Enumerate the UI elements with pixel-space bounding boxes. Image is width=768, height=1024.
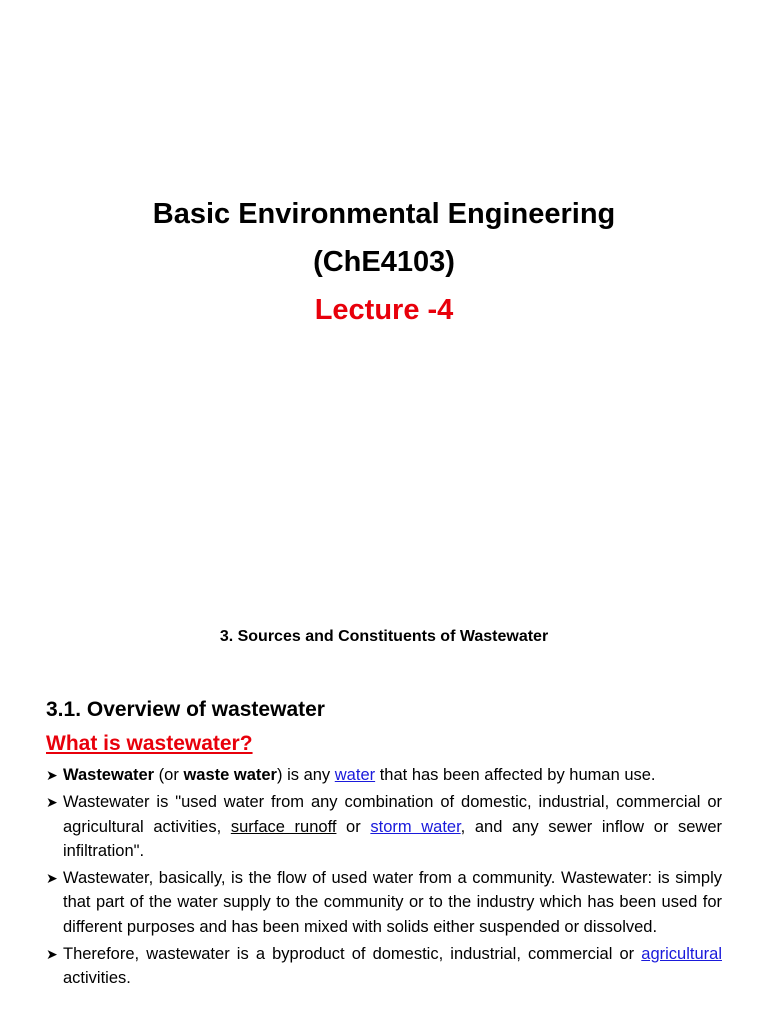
course-code: (ChE4103) (313, 246, 455, 278)
bullet-text: that has been affected by human use. (375, 766, 656, 784)
surface-runoff-text: surface runoff (230, 817, 337, 836)
arrow-bullet-icon: ➤ (46, 870, 58, 887)
question-heading: What is wastewater? (46, 732, 253, 755)
bullet-text: ) is any (276, 766, 335, 784)
bullet-item (46, 790, 722, 863)
bullet-list (46, 763, 722, 994)
bullet-text: (or (154, 766, 184, 784)
arrow-bullet-icon: ➤ (46, 767, 58, 783)
agricultural-link[interactable]: agricultural (641, 945, 722, 964)
arrow-bullet-icon: ➤ (46, 794, 58, 811)
course-title: Basic Environmental Engineering (152, 198, 616, 230)
arrow-bullet-icon: ➤ (46, 946, 58, 963)
water-link[interactable]: water (334, 766, 376, 784)
term-waste-water: waste water (183, 766, 277, 784)
bullet-item (46, 942, 722, 991)
bullet-text: Therefore, wastewater is a byproduct of domestic, industrial, commercial or (63, 945, 642, 964)
bullet-item (46, 866, 722, 939)
bullet-text: or (336, 817, 371, 836)
bullet-text: activities. (63, 969, 131, 988)
storm-water-link[interactable]: storm water (370, 817, 461, 836)
bullet-text: Wastewater, basically, is the flow of used water from a community. Wastewater: is simply that part of the water supply to the community or to the industry which has been used for different purposes and has been mixed with solids either suspended or dissolved. (63, 869, 722, 936)
overview-heading: 3.1. Overview of wastewater (46, 698, 325, 721)
bullet-item (46, 763, 722, 787)
term-wastewater: Wastewater (63, 766, 155, 784)
lecture-number: Lecture -4 (314, 294, 454, 326)
bullet-text: , and any sewer inflow or sewer infiltration". (63, 817, 722, 860)
title-block (0, 190, 768, 334)
bullet-text: Wastewater is "used water from any combination of domestic, industrial, commercial or agricultural activities, (63, 793, 722, 836)
section-heading: 3. Sources and Constituents of Wastewater (219, 628, 549, 645)
